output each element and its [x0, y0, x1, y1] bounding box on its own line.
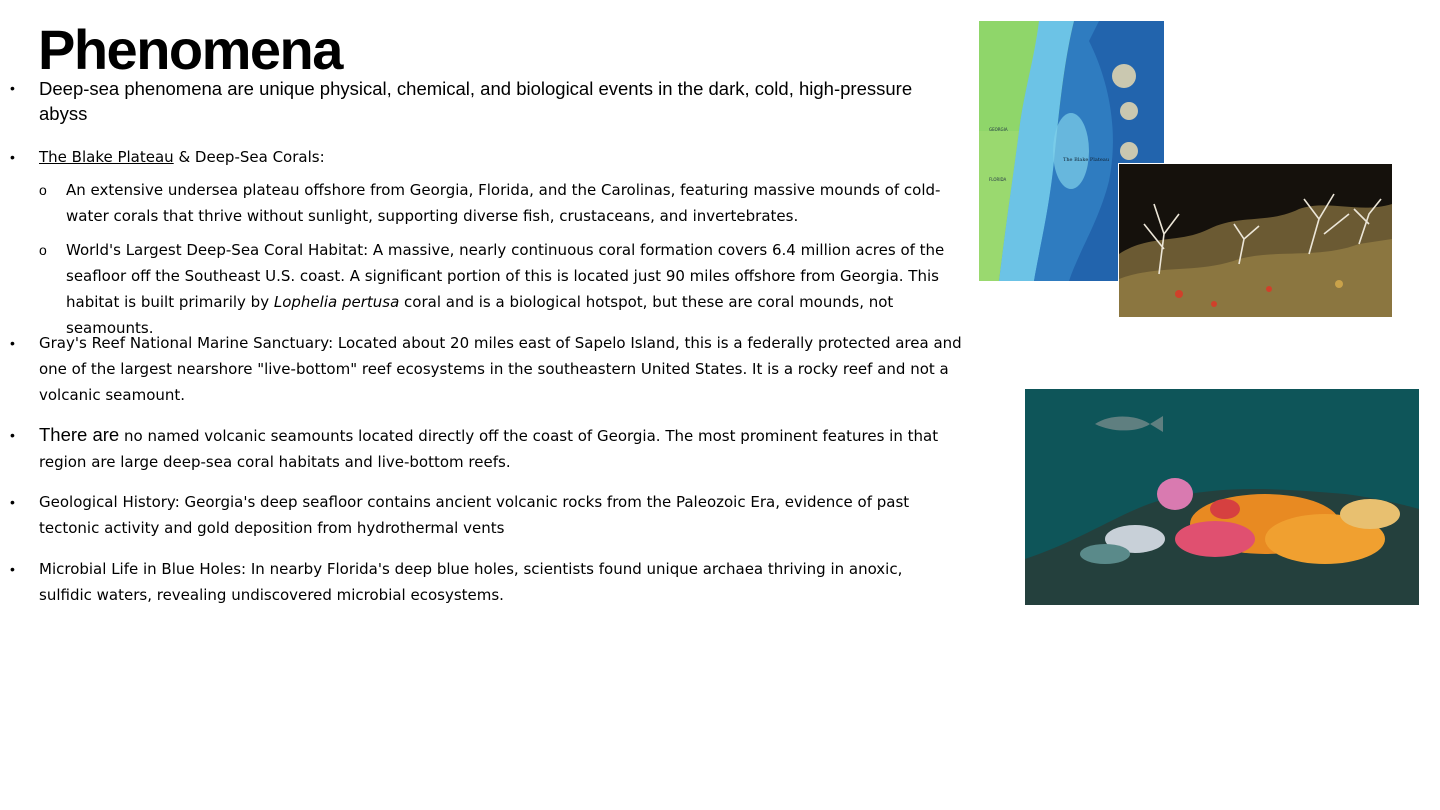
- bullet-marker: •: [10, 335, 15, 351]
- map-label-florida: FLORIDA: [989, 177, 1007, 182]
- subbullet-text-b: coral and is a biological hotspot, but these are coral mounds, not seamounts.: [66, 293, 894, 337]
- bullet-text: Deep-sea phenomena are unique physical, chemical, and biological events in the dark, cold, high-pressure abyss: [39, 78, 913, 124]
- bullet-geological-history: [10, 489, 959, 541]
- live-bottom-reef-photo: [1025, 389, 1419, 605]
- bullet-text: Gray's Reef National Marine Sanctuary: Located about 20 miles east of Sapelo Island, this is a federally protected area and one of the largest nearshore "live-bottom" reef ecosystems in the southeastern United States. It is a rocky reef and not a volcanic seamount.: [39, 334, 962, 404]
- bullet-text: & Deep-Sea Corals:: [173, 148, 325, 166]
- reef-illustration: [1025, 389, 1419, 605]
- subbullet-marker: o: [39, 242, 47, 258]
- species-name: Lophelia pertusa: [273, 293, 400, 311]
- bullet-text: no named volcanic seamounts located directly off the coast of Georgia. The most prominent features in that region are large deep-sea coral habitats and live-bottom reefs.: [39, 427, 939, 471]
- map-label-georgia: GEORGIA: [989, 127, 1008, 132]
- cold-water-coral-photo: [1118, 163, 1393, 318]
- subbullet-text: An extensive undersea plateau offshore from Georgia, Florida, and the Carolinas, featuring massive mounds of cold-water corals that thrive without sunlight, supporting diverse fish, crustaceans, and invertebrates.: [66, 181, 941, 225]
- subbullet-largest-coral-habitat: [39, 237, 968, 341]
- bullet-marker: •: [10, 427, 15, 443]
- bullet-marker: •: [10, 80, 15, 96]
- bullet-grays-reef: [10, 330, 967, 408]
- map-label-plateau: The Blake Plateau: [1063, 157, 1110, 163]
- subbullet-text-a: World's Largest Deep-Sea Coral Habitat: A massive, nearly continuous coral formation covers 6.4 million acres of the seafloor off the Southeast U.S. coast. A significant portion of this is located just 90 miles offshore from Georgia. This habitat is built primarily by: [66, 241, 945, 311]
- bullet-text: Microbial Life in Blue Holes: In nearby Florida's deep blue holes, scientists found unique archaea thriving in anoxic, sulfidic waters, revealing undiscovered microbial ecosystems.: [39, 560, 903, 604]
- bullet-no-seamounts: [10, 422, 967, 475]
- bullet-marker: •: [10, 494, 15, 510]
- coral-illustration: [1119, 164, 1392, 317]
- bullet-marker: •: [10, 561, 15, 577]
- bullet-microbial-life: [10, 556, 959, 608]
- bullet-lead: There are: [39, 424, 120, 445]
- blake-plateau-link[interactable]: The Blake Plateau: [39, 148, 174, 166]
- subbullet-plateau-description: [39, 177, 966, 229]
- bullet-text: Geological History: Georgia's deep seafloor contains ancient volcanic rocks from the Paleozoic Era, evidence of past tectonic activity and gold deposition from hydrothermal vents: [39, 493, 910, 537]
- bullet-deep-sea-phenomena: [10, 76, 939, 126]
- slide-title: Phenomena: [38, 18, 342, 81]
- bullet-blake-plateau: [10, 144, 959, 170]
- subbullet-marker: o: [39, 182, 47, 198]
- bullet-marker: •: [10, 149, 15, 165]
